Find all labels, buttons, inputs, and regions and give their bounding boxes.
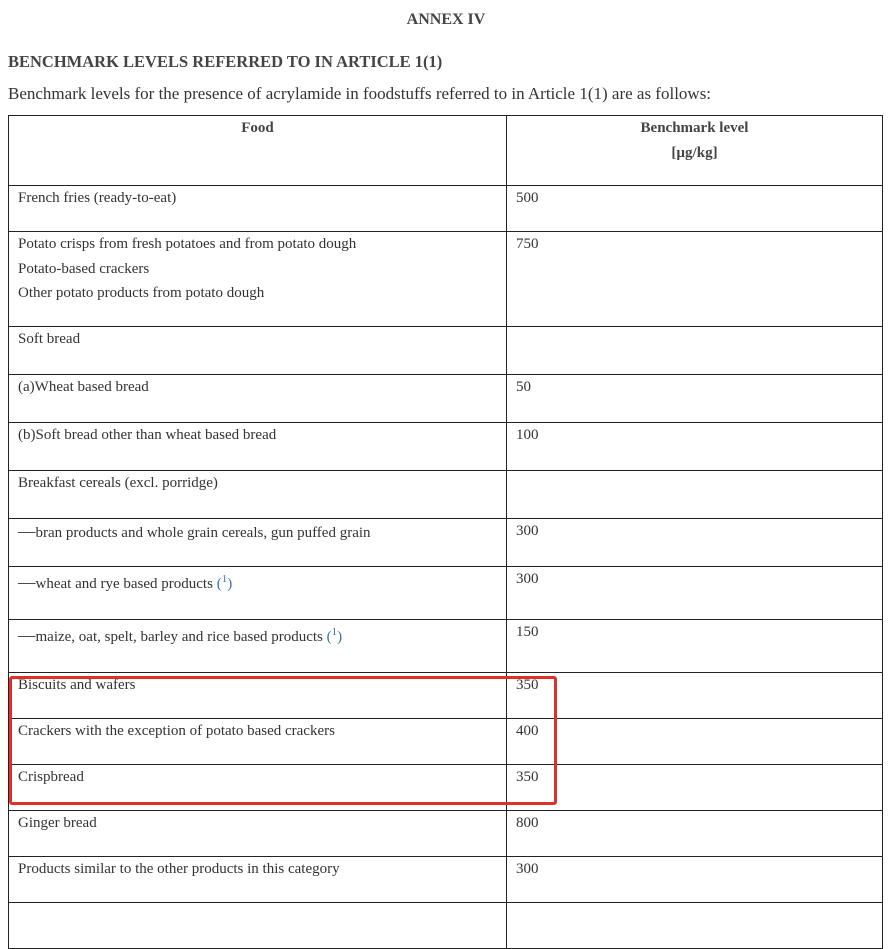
dash-prefix: — bbox=[18, 625, 36, 645]
benchmark-level-column-header bbox=[507, 116, 883, 186]
table-header-row bbox=[9, 116, 883, 186]
benchmark-level-unit: [µg/kg] bbox=[671, 144, 718, 161]
table-row bbox=[9, 567, 883, 620]
food-cell: Products similar to the other products in this category bbox=[9, 857, 507, 903]
level-cell: 800 bbox=[507, 811, 883, 857]
intro-text: Benchmark levels for the presence of acrylamide in foodstuffs referred to in Article 1(1) are as follows: bbox=[8, 84, 712, 103]
table-row bbox=[9, 811, 883, 857]
food-cell bbox=[9, 567, 507, 620]
table-row-partial bbox=[9, 903, 883, 949]
food-cell bbox=[9, 620, 507, 673]
footnote-link[interactable]: ($^1$) bbox=[326, 626, 343, 645]
table-row bbox=[9, 719, 883, 765]
food-cell: Soft bread bbox=[9, 327, 507, 375]
level-cell: 300 bbox=[507, 857, 883, 903]
table-row bbox=[9, 519, 883, 567]
level-cell: 50 bbox=[507, 375, 883, 423]
food-line: Potato crisps from fresh potatoes and from potato dough bbox=[18, 236, 357, 252]
table-row bbox=[9, 423, 883, 471]
table-row bbox=[9, 232, 883, 327]
dash-prefix: — bbox=[18, 521, 36, 541]
food-cell bbox=[9, 519, 507, 567]
level-cell: 350 bbox=[507, 673, 883, 719]
item-prefix: (a) bbox=[18, 379, 35, 395]
food-cell bbox=[9, 423, 507, 471]
benchmark-levels-table bbox=[8, 115, 883, 949]
food-cell: Crackers with the exception of potato based crackers bbox=[9, 719, 507, 765]
level-cell: 350 bbox=[507, 765, 883, 811]
food-cell: Biscuits and wafers bbox=[9, 673, 507, 719]
benchmark-level-header-label: Benchmark level bbox=[640, 120, 749, 136]
food-cell: French fries (ready-to-eat) bbox=[9, 186, 507, 232]
level-cell bbox=[507, 327, 883, 375]
section-heading: BENCHMARK LEVELS REFERRED TO IN ARTICLE 1(1) bbox=[8, 52, 443, 71]
table-row bbox=[9, 620, 883, 673]
table-row bbox=[9, 857, 883, 903]
level-cell: 400 bbox=[507, 719, 883, 765]
food-column-header: Food bbox=[9, 116, 507, 186]
level-cell: 750 bbox=[507, 232, 883, 327]
food-cell bbox=[9, 375, 507, 423]
level-cell: 100 bbox=[507, 423, 883, 471]
food-label: wheat and rye based products bbox=[35, 576, 213, 592]
table-row bbox=[9, 471, 883, 519]
level-cell: 150 bbox=[507, 620, 883, 673]
food-line: Potato-based crackers bbox=[18, 260, 150, 277]
food-label: Wheat based bread bbox=[34, 379, 149, 395]
food-cell: Crispbread bbox=[9, 765, 507, 811]
dash-prefix: — bbox=[18, 572, 36, 592]
table-row bbox=[9, 375, 883, 423]
item-prefix: (b) bbox=[18, 427, 36, 443]
level-cell: 500 bbox=[507, 186, 883, 232]
food-line: Other potato products from potato dough bbox=[18, 285, 265, 301]
food-cell: Breakfast cereals (excl. porridge) bbox=[9, 471, 507, 519]
level-cell: 300 bbox=[507, 519, 883, 567]
food-cell bbox=[9, 232, 507, 327]
footnote-link[interactable]: ($^1$) bbox=[216, 573, 233, 592]
table-row bbox=[9, 186, 883, 232]
table-row bbox=[9, 765, 883, 811]
table-row bbox=[9, 327, 883, 375]
food-label: bran products and whole grain cereals, gun puffed grain bbox=[35, 525, 371, 541]
food-cell-empty bbox=[9, 903, 507, 949]
level-cell: 300 bbox=[507, 567, 883, 620]
food-label: Soft bread other than wheat based bread bbox=[35, 427, 277, 443]
food-label: maize, oat, spelt, barley and rice based products bbox=[35, 629, 323, 645]
food-cell: Ginger bread bbox=[9, 811, 507, 857]
level-cell-empty bbox=[507, 903, 883, 949]
table-row bbox=[9, 673, 883, 719]
annex-title: ANNEX IV bbox=[406, 11, 486, 28]
level-cell bbox=[507, 471, 883, 519]
